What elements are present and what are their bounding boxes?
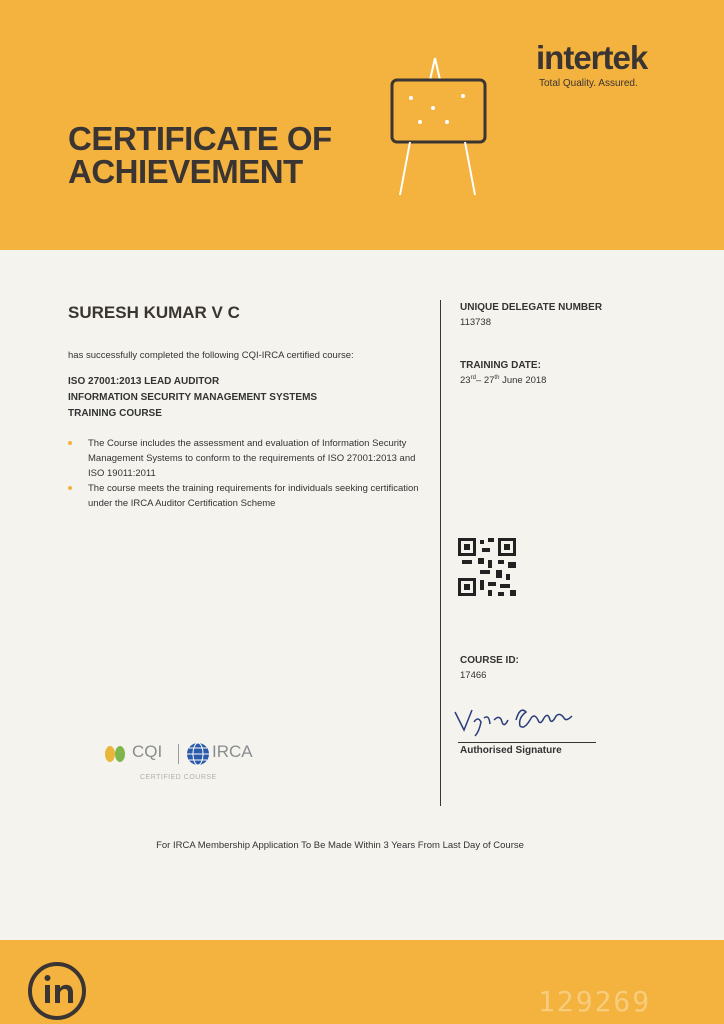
globe-icon <box>186 742 210 766</box>
brand-tagline: Total Quality. Assured. <box>539 78 638 89</box>
signature-line <box>458 742 596 743</box>
vertical-divider <box>440 300 441 806</box>
bullet-text: The Course includes the assessment and evaluation of Information Security Management Systems to conform to the requirements of ISO 27001:2013 and ISO 19011:2011 <box>88 438 416 479</box>
course-bullets <box>68 436 428 511</box>
certified-course-label: CERTIFIED COURSE <box>140 774 217 781</box>
intertek-logo <box>536 40 686 89</box>
membership-note: For IRCA Membership Application To Be Made Within 3 Years From Last Day of Course <box>156 840 524 851</box>
training-date-label: TRAINING DATE: <box>460 360 541 371</box>
irca-label: IRCA <box>212 742 253 761</box>
course-id <box>460 655 519 681</box>
handwritten-signature <box>450 700 590 740</box>
date-month-year: June 2018 <box>499 375 547 387</box>
bullet-item <box>68 481 428 511</box>
title-line-2: ACHIEVEMENT <box>68 153 303 190</box>
recipient-name: SURESH KUMAR V C <box>68 303 240 322</box>
bullet-text: The course meets the training requirements for individuals seeking certification under the IRCA Auditor Certification Scheme <box>88 483 419 509</box>
course-id-value: 17466 <box>460 670 487 681</box>
training-date <box>460 360 546 386</box>
logo-divider <box>178 744 179 764</box>
date-start-suffix: rd <box>470 375 476 381</box>
delegate-value: 113738 <box>460 317 491 328</box>
serial-number: 129269 <box>538 985 652 1018</box>
course-line-1: ISO 27001:2013 LEAD AUDITOR <box>68 376 220 387</box>
cqi-irca-logo <box>100 738 270 788</box>
date-end-suffix: th <box>494 375 500 381</box>
signature-label: Authorised Signature <box>460 745 562 756</box>
date-end-day: – 27 <box>475 375 495 387</box>
intertek-in-logo-icon <box>26 960 88 1022</box>
course-line-3: TRAINING COURSE <box>68 408 162 419</box>
course-id-label: COURSE ID: <box>460 655 519 666</box>
cqi-leaf-icon <box>102 744 130 764</box>
course-line-2: INFORMATION SECURITY MANAGEMENT SYSTEMS <box>68 392 318 403</box>
cqi-label: CQI <box>132 742 163 761</box>
title-line-1: CERTIFICATE OF <box>68 120 332 157</box>
bullet-dot-icon <box>68 441 72 445</box>
completion-statement: has successfully completed the following CQI-IRCA certified course: <box>68 350 354 361</box>
training-date-value <box>460 375 546 386</box>
delegate-label: UNIQUE DELEGATE NUMBER <box>460 302 603 313</box>
date-start-day: 23 <box>460 375 471 387</box>
certificate-title <box>68 122 332 188</box>
course-title <box>68 374 317 422</box>
bullet-dot-icon <box>68 486 72 490</box>
bullet-item <box>68 436 428 481</box>
brand-name: intertek <box>536 39 648 76</box>
delegate-number <box>460 302 602 328</box>
easel-icon <box>385 50 495 200</box>
qr-code-icon <box>458 538 516 596</box>
